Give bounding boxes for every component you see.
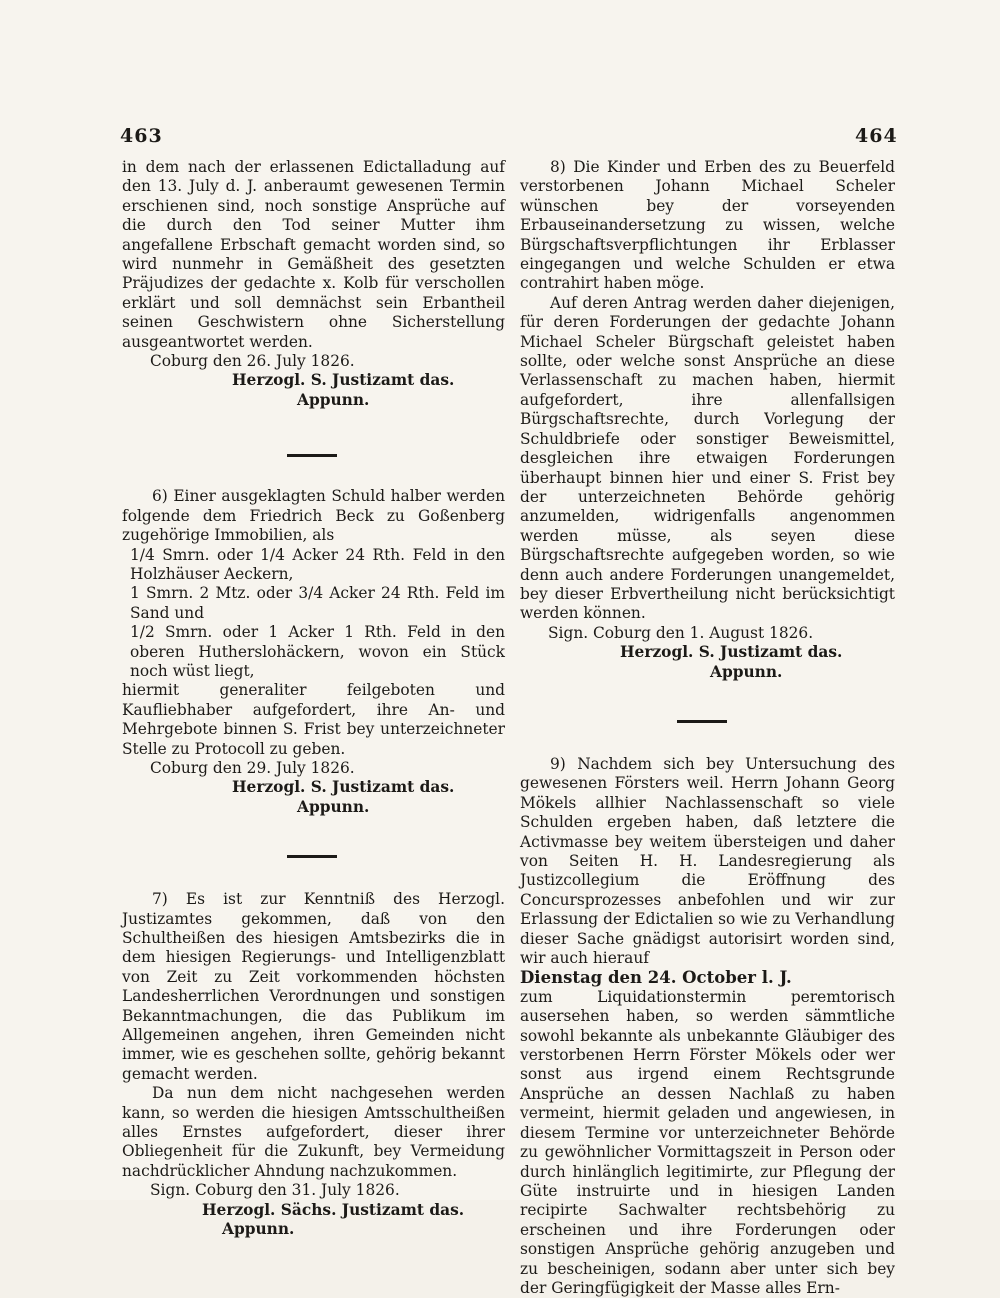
continued-paragraph: in dem nach der erlassenen Edictalladung auf den 13. July d. J. anberaumt gewesenen Termin erschienen sind, noch sonstige Ansprüche auf die durch den Tod seiner Mutter ihm angefallene Erbschaft gemacht worden sind, so wird nunmehr in Gemäßheit des gesetzten Präjudizes der gedachte x. Kolb für verschollen erklärt und soll demnächst sein Erbantheil seinen Geschwistern ohne Sicherstellung ausgeantwortet werden. bbox=[122, 158, 505, 351]
notice-8-para-1: 8) Die Kinder und Erben des zu Beuerfeld verstorbenen Johann Michael Scheler wünschen bey der vorseyenden Erbauseinandersetzung zu wissen, welche Bürgschaftsverpflichtungen ihr Erblasser eingegangen und welche Schulden er etwa contrahirt haben möge. bbox=[520, 158, 895, 293]
signature-name: Appunn. bbox=[710, 662, 783, 681]
signature-place-date: Coburg den 26. July 1826. bbox=[150, 352, 355, 371]
signature-office: Herzogl. S. Justizamt das. bbox=[620, 643, 843, 662]
term-date-heading: Dienstag den 24. October l. J. bbox=[520, 968, 792, 988]
signature-office: Herzogl. Sächs. Justizamt das. bbox=[202, 1200, 465, 1219]
left-column bbox=[122, 158, 505, 1240]
notice-6-parcel-3: 1/2 Smrn. oder 1 Acker 1 Rth. Feld in den oberen Hutherslohäckern, wovon ein Stück noch wüst liegt, bbox=[130, 623, 505, 680]
section-divider bbox=[677, 720, 727, 723]
page-number-left: 463 bbox=[120, 125, 163, 147]
signature-office: Herzogl. S. Justizamt das. bbox=[232, 371, 455, 390]
notice-8-para-2: Auf deren Antrag werden daher diejenigen, für deren Forderungen der gedachte Johann Michael Scheler Bürgschaft geleistet haben sollte, oder welche sonst Ansprüche an diese Verlassenschaft zu machen haben, hiermit aufgefordert, ihre allenfallsigen Bürgschaftsrechte, durch Vorlegung der Schuldbriefe oder sonstiger Beweismittel, desgleichen ihre etwaigen Forderungen überhaupt binnen hier und einer S. Frist bey der unterzeichneten Behörde gehörig anzumelden, widrigenfalls angenommen werden müsse, als seyen diese Bürgschaftsrechte aufgegeben worden, so wie denn auch andere Forderungen unangemeldet, bey dieser Erbvertheilung nicht berücksichtigt werden können. bbox=[520, 293, 895, 623]
notice-6-body: hiermit generaliter feilgeboten und Kaufliebhaber aufgefordert, ihre An- und Mehrgebote binnen S. Frist bey unterzeichneter Stelle zu Protocoll zu geben. bbox=[122, 681, 505, 758]
page-number-right: 464 bbox=[855, 125, 898, 147]
signature-name: Appunn. bbox=[297, 390, 370, 409]
notice-9-para-1: 9) Nachdem sich bey Untersuchung des gewesenen Försters weil. Herrn Johann Georg Mökels allhier Nachlassenschaft so viele Schulden ergeben haben, daß letztere die Activmasse bey weitem übersteigen und daher von Seiten H. H. Landesregierung als Justizcollegium die Eröffnung des Concursprozesses anbefohlen und wir zur Erlassung der Edictalien so wie zu Verhandlung dieser Sache gnädigst autorisirt worden sind, wir auch hierauf bbox=[520, 754, 895, 968]
signature-office: Herzogl. S. Justizamt das. bbox=[232, 778, 455, 797]
notice-6-intro: 6) Einer ausgeklagten Schuld halber werden folgende dem Friedrich Beck zu Goßenberg zugehörige Immobilien, als bbox=[122, 487, 505, 545]
signature-name: Appunn. bbox=[222, 1220, 295, 1239]
notice-6-parcel-1: 1/4 Smrn. oder 1/4 Acker 24 Rth. Feld in den Holzhäuser Aeckern, bbox=[130, 545, 505, 583]
notice-9-para-2: zum Liquidationstermin peremtorisch ausersehen haben, so werden sämmtliche sowohl bekannte als unbekannte Gläubiger des verstorbenen Herrn Förster Mökels oder wer sonst aus irgend einem Rechtsgrunde Ansprüche an dessen Nachlaß zu haben vermeint, hiermit geladen und angewiesen, in diesem Termine vor unterzeichneter Behörde zu gewöhnlicher Vormittagszeit in Person oder durch hinlänglich legitimirte, zur Pflegung der Güte instruirte und in hiesigen Landen recipirte Sachwalter rechtsbehörig zu erscheinen und ihre Forderungen oder sonstigen Ansprüche gehörig anzugeben und zu bescheinigen, sodann aber unter sich bey der Geringfügigkeit der Masse alles Ern- bbox=[520, 987, 895, 1297]
notice-6-parcel-2: 1 Smrn. 2 Mtz. oder 3/4 Acker 24 Rth. Feld im Sand und bbox=[130, 584, 505, 622]
signature-place-date: Sign. Coburg den 31. July 1826. bbox=[150, 1181, 400, 1200]
signature-place-date: Sign. Coburg den 1. August 1826. bbox=[548, 623, 814, 642]
right-column bbox=[520, 158, 895, 1298]
signature-name: Appunn. bbox=[297, 797, 370, 816]
notice-7-para-1: 7) Es ist zur Kenntniß des Herzogl. Justizamtes gekommen, daß von den Schultheißen des hiesigen Amtsbezirks die in dem hiesigen Regierungs- und Intelligenzblatt von Zeit zu Zeit vorkommenden höchsten Landesherrlichen Verordnungen und sonstigen Bekanntmachungen, die das Publikum im Allgemeinen angehen, ihren Gemeinden nicht immer, wie es geschehen sollte, gehörig bekannt gemacht werden. bbox=[122, 890, 505, 1083]
signature-place-date: Coburg den 29. July 1826. bbox=[150, 758, 355, 777]
section-divider bbox=[287, 855, 337, 858]
section-divider bbox=[287, 454, 337, 457]
notice-7-para-2: Da nun dem nicht nachgesehen werden kann, so werden die hiesigen Amtsschultheißen alles Ernstes aufgefordert, dieser ihrer Obliegenheit für die Zukunft, bey Vermeidung nachdrücklicher Ahndung nachzukommen. bbox=[122, 1084, 505, 1180]
